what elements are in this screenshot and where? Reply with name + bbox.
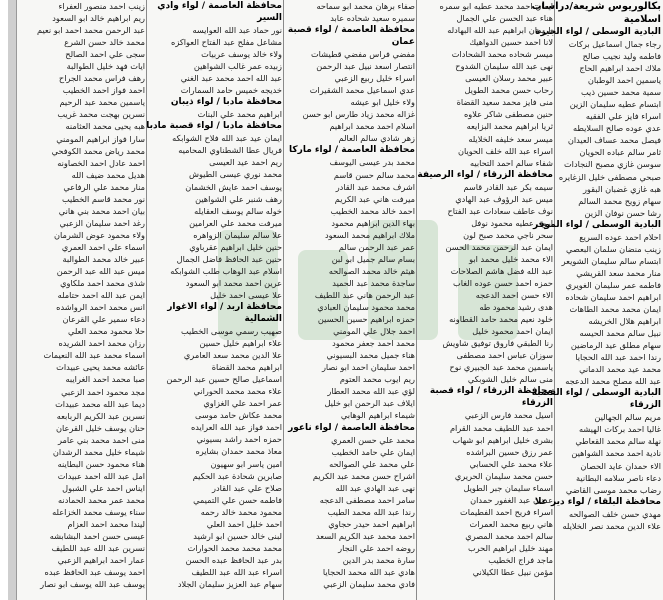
name-entry: صبا محمد احمد الغرايبه bbox=[65, 374, 145, 385]
name-entry: محمد بدر عيسى اليوسف bbox=[329, 157, 415, 168]
column-rule bbox=[416, 0, 417, 600]
name-entry: منى سالم خليل الشوبكي bbox=[467, 374, 553, 385]
name-entry: اسراء عبد الله خلف الحويان bbox=[457, 145, 553, 156]
name-entry: رهف فراس محمد الجراح bbox=[58, 73, 145, 84]
name-entry: سمية محمد حسين ذيب bbox=[581, 87, 661, 98]
name-entry: حنان يوسف خليل القرعان bbox=[56, 422, 145, 433]
name-entry: حمزه احمد حسن عوده الغاب bbox=[453, 278, 553, 289]
name-entry: عمر احمد علي الغزاوي bbox=[203, 398, 282, 409]
name-entry: عبد الرحمن هاني عبد اللطيف bbox=[314, 289, 415, 300]
name-entry: محمد محمد محمد الحوارات bbox=[187, 542, 282, 553]
name-entry: غزاله محمد زياد طارس ابو حسن bbox=[302, 109, 415, 120]
name-entry: خديجه خميس حامد السمارات bbox=[180, 85, 282, 96]
name-entry: عبد الله مصلح محمد الدعجه bbox=[565, 376, 661, 387]
name-entry: نادية احمد محمد الشواهين bbox=[571, 448, 661, 459]
name-entry: علاء الدين محمد نصر الخلايله bbox=[562, 520, 661, 531]
name-entry: احمد يوسف عبد الحافظ عبده bbox=[44, 567, 145, 578]
name-entry: ملاك ابراهيم محمد السعود bbox=[324, 229, 415, 240]
name-entry: حسن محمد سليمان الحريري bbox=[454, 470, 553, 481]
name-entry: فادي محمد سليمان الزعبي bbox=[323, 579, 415, 590]
name-entry: عمر رزق حسين البراشده bbox=[466, 446, 553, 457]
name-entry: عبير خالد محمد الطوالبة bbox=[62, 253, 145, 264]
name-entry: عبير محمد رسلان العيسى bbox=[465, 73, 553, 84]
name-entry: فريال عطا الشطناوي المحاميه bbox=[178, 145, 282, 156]
name-entry: علا الدين محمد سعد العامري bbox=[183, 350, 282, 361]
name-entry: عرين احمد محمد ابو السعود bbox=[185, 277, 282, 288]
name-entry: ميسر شحاده محمد الشحادات bbox=[451, 49, 553, 60]
name-entry: شذى محمد احمد ملكاوي bbox=[60, 278, 145, 289]
name-entry: ديما عبد الله محمد عبيدات bbox=[55, 398, 145, 409]
name-entry: محمود محمد خالد رحمه bbox=[200, 506, 282, 517]
name-entry: ايمان علي حامد الخطيب bbox=[331, 446, 415, 457]
name-entry: سيمه بكر عبد القادر قاسم bbox=[463, 181, 553, 192]
section-heading: الزرقاء bbox=[521, 398, 553, 409]
name-entry: رنا الطبقي فاروق توفيق شاويش bbox=[442, 338, 553, 349]
name-entry: سوسن غازي مصبح النجادات bbox=[563, 159, 661, 170]
name-entry: فاطمه حسن علي التميمي bbox=[193, 494, 282, 505]
name-entry: عمر عبد الرحمن سالم bbox=[338, 241, 415, 252]
name-entry: علاء ابراهيم خليل حسين bbox=[199, 338, 282, 349]
name-entry: محمد خالد حسن الشرع bbox=[64, 37, 145, 48]
name-entry: سناء يوسف محمد الخزاعله bbox=[52, 506, 145, 517]
name-entry: رحاب حسن محمد الطويل bbox=[464, 85, 553, 96]
section-heading: محافظة الزرقاء / لواء قصبة bbox=[429, 386, 553, 397]
name-entry: محمد نوري عيسى الطيوش bbox=[188, 169, 282, 180]
name-entry: لبنى خالد حسين ابو ارشيد bbox=[193, 530, 282, 541]
name-entry: ياسمين محمد عبد الجبيري نوح bbox=[449, 362, 553, 373]
name-entry: سحر ناجي محمد صبح لون bbox=[463, 229, 553, 240]
name-entry: رزان محمد احمد الشريده bbox=[58, 338, 145, 349]
name-entry: لؤي عبد الله محمد العطار bbox=[327, 386, 415, 397]
section-heading: محافظة العاصمة / لواء قصبة bbox=[287, 25, 415, 36]
name-entry: ايمن عبد الله احمد حتامله bbox=[57, 290, 145, 301]
name-entry: منار محمد علي الرفاعي bbox=[63, 181, 145, 192]
name-entry: يوسف احمد عايش الخشمان bbox=[185, 181, 282, 192]
name-entry: حمزه ابراهيم حسين الحسين bbox=[317, 314, 415, 325]
name-entry: عدنان عبد الغفور حمدان bbox=[470, 494, 553, 505]
section-heading: محافظة البلقاء / لواء دير علا bbox=[534, 496, 661, 507]
name-entry: ياسمين احمد الوطبان bbox=[587, 75, 661, 86]
name-entry: صلاح علي عبد القادر bbox=[211, 482, 282, 493]
name-entry: عدي عوده صالح السلايطه bbox=[572, 123, 661, 134]
column-4 bbox=[148, 0, 282, 600]
name-entry: علا سالم سليمان الزواهره bbox=[193, 229, 282, 240]
name-entry: اروى عطيه محمود نوفل bbox=[471, 217, 553, 228]
name-entry: صفاء برهان محمد ابو سماحه bbox=[316, 1, 415, 11]
name-entry: محمد سالم حسن قاسم bbox=[333, 169, 415, 180]
name-entry: لانا احمد حسين الدواهيك bbox=[469, 37, 553, 48]
name-entry: علاء محمد علي الحسابي bbox=[469, 458, 553, 469]
name-entry: حنين خليل ابراهيم عقرباوي bbox=[189, 241, 282, 252]
name-entry: سارة محمد بدر الدين bbox=[342, 554, 415, 565]
name-entry: ريم ابراهيم خالد ابو السعود bbox=[52, 13, 145, 24]
name-entry: ايمان احمد محمد عطيه ابو سمره bbox=[439, 1, 553, 11]
name-entry: ايمان محمد محمد الطاهات bbox=[569, 303, 661, 314]
name-entry: احمد عبد اللطيف محمد القرام bbox=[449, 422, 553, 433]
name-entry: سهام عبد العزيز سليمان الجلاد bbox=[177, 578, 282, 589]
name-entry: احلام احمد عوده السريع bbox=[579, 231, 661, 242]
name-entry: خلود نعيم محمد حامد القطاونه bbox=[449, 314, 553, 325]
name-entry: هبه غازي غضبان البقور bbox=[582, 183, 661, 194]
name-entry: اسراء فريح احمد الفطيمات bbox=[460, 506, 553, 517]
name-entry: صابرين شحادة عبد الحكيم bbox=[192, 470, 282, 481]
section-heading: البادية الوسطى / لواء الجيزة bbox=[535, 27, 661, 37]
name-entry: سميره سعيد شحاده عابد bbox=[330, 13, 415, 24]
name-entry: نور محمد قاسم الخطيب bbox=[62, 193, 145, 204]
name-entry: محمد علي حسن العمري bbox=[331, 434, 415, 445]
name-entry: شيماء ابراهيم الوهابي bbox=[340, 410, 415, 421]
name-entry: رضاب محمد موسى القاضي bbox=[565, 484, 661, 495]
section-heading: محافظة العاصمة / لواء ناعور bbox=[288, 422, 415, 433]
name-entry: زبيده عمر غالب الشواهين bbox=[193, 61, 282, 72]
name-entry: سجى علي احمد الصالح bbox=[65, 49, 145, 60]
name-entry: اسراء خليل ربيع الزعبي bbox=[334, 73, 415, 84]
name-entry: اسلام عبد الوهاب طلب الشوابكه bbox=[170, 265, 282, 276]
name-entry: صبحي مصطفى خليل الزغايره bbox=[558, 171, 661, 182]
name-entry: خوله سالم يوسف العقايله bbox=[194, 205, 282, 216]
name-entry: منى احمد محمد بني عامر bbox=[57, 434, 145, 445]
section-heading: اسلامية bbox=[623, 14, 661, 25]
name-entry: نسرين بهجت محمد غريب bbox=[57, 109, 145, 120]
name-entry: اسماء علي احمد العمري bbox=[61, 241, 145, 252]
name-entry: اشرف محمد عبد القادر bbox=[335, 181, 415, 192]
name-entry: نسرين عبد الكريم الربابعه bbox=[56, 410, 145, 421]
name-entry: احمد سليمان احمد ابو نصار bbox=[321, 362, 415, 373]
name-entry: هناء جميل محمد البسيوني bbox=[326, 350, 415, 361]
name-entry: حمزه احمد راشد بسيوني bbox=[196, 434, 282, 445]
name-entry: ثريا ابراهيم محمد البزايعه bbox=[466, 121, 553, 132]
name-entry: نهى عبد الله سليمان الشدوح bbox=[455, 61, 553, 72]
name-entry: ثامر سالم عباده الحويان bbox=[579, 147, 661, 158]
name-entry: منار محمد سعد القريشي bbox=[576, 267, 661, 278]
name-entry: ايات فهد خليل الطوالبة bbox=[66, 61, 145, 72]
name-entry: احمد عادل احمد الخصاونه bbox=[57, 157, 145, 168]
section-heading: محافظة الزرقاء / لواء الرصيفة bbox=[417, 169, 553, 180]
name-entry: روضه احمد علي النجار bbox=[338, 542, 415, 553]
name-entry: هديل محمد ضيف الله bbox=[71, 169, 145, 180]
name-entry: بهاء الدين ابراهيم محمود bbox=[331, 217, 415, 228]
section-heading: محافظة العاصمة / لواء وادي bbox=[157, 1, 282, 11]
name-entry: ساجدة محمد عبد الحميد bbox=[332, 277, 415, 288]
name-entry: زينب منضان سلمان البعصي bbox=[566, 243, 661, 254]
name-entry: منى فايز محمد سعيد القضاة bbox=[456, 97, 553, 108]
name-entry: ميرفت هاني عبد الكريم bbox=[334, 193, 415, 204]
name-entry: اسلام احمد محمد ابراهيم bbox=[329, 121, 415, 132]
name-entry: احمد فواز عبد الله العرايده bbox=[190, 422, 282, 433]
name-entry: محمد احمد جعفر محمود bbox=[332, 338, 415, 349]
name-entry: زينب احمد منصور العفراء bbox=[58, 1, 145, 11]
column-rule bbox=[283, 0, 284, 600]
name-entry: احمد خالد محمد الخطيب bbox=[330, 205, 415, 216]
section-heading: الشمالية bbox=[244, 313, 282, 324]
name-entry: صهيب رسمي موسى الخطيب bbox=[181, 325, 282, 336]
name-entry: ولاء خليل ابو عيشه bbox=[350, 97, 415, 108]
name-entry: نهلة سالم محمد القعاطي bbox=[575, 436, 661, 447]
name-entry: الاء حسن احمد الدعجه bbox=[475, 290, 553, 301]
name-entry: محمد عمر محمد الحمادنه bbox=[58, 494, 145, 505]
name-entry: بدر عبد الحافظ عبده الحسن bbox=[185, 554, 282, 565]
section-heading: الزرقاء bbox=[629, 400, 661, 411]
name-entry: هاني ربيع محمد العمرات bbox=[469, 518, 553, 529]
name-entry: ابتسام سالم سليمان الشويعر bbox=[561, 255, 661, 266]
name-entry: غاليا احمد بركات الهيشه bbox=[578, 424, 661, 435]
name-entry: عائشه محمد يحيى عبيدات bbox=[56, 362, 145, 373]
name-entry: ايلاف عبد الرحمن ابو خليل bbox=[324, 398, 415, 409]
name-entry: فاطمه عمر سليمان الغويري bbox=[565, 279, 661, 290]
section-heading: البادية الوسطى / لواء الموقر bbox=[533, 219, 661, 230]
name-entry: هبه يحيى محمد العثامنه bbox=[65, 121, 145, 132]
newspaper-page bbox=[8, 0, 663, 600]
name-entry: امل عبد الله احمد عبيدات bbox=[57, 470, 145, 481]
name-entry: ريم ايوب محمد العتوم bbox=[339, 374, 415, 385]
name-entry: رندا عبد الله محمد الطيب bbox=[327, 506, 415, 517]
name-entry: سوزان عباس احمد مصطفى bbox=[456, 350, 553, 361]
name-entry: هادي عبد الله محمد الحجايا bbox=[322, 567, 415, 578]
name-entry: نوف عاطف سعادات عبد الفتاح bbox=[447, 205, 553, 216]
section-heading: محافظة مادبا / لواء قصبة مادبا bbox=[146, 121, 282, 132]
name-entry: يوسف عبد الله يوسف ابو نصار bbox=[40, 579, 145, 590]
name-entry: ملاك احمد ابراهيم الحاج bbox=[579, 63, 661, 74]
name-entry: ميرفت محمد علي العرامين bbox=[189, 217, 282, 228]
name-entry: رشا حسن نوفان الزين bbox=[584, 207, 661, 218]
name-entry: هدى رشيد محمود طه bbox=[479, 302, 553, 313]
name-entry: بسام سالم جميل ابو لبن bbox=[331, 253, 415, 264]
name-entry: سامر احمد مصطفى الدعجه bbox=[319, 494, 415, 505]
name-entry: عبد الله احمد محمد عبد الغني bbox=[180, 73, 282, 84]
section-heading: عمان bbox=[391, 37, 415, 48]
section-heading: محافظة اربد / لواء الاغوار bbox=[167, 301, 282, 312]
column-1 bbox=[531, 0, 661, 600]
name-entry: ريم احمد عيد العيسى bbox=[209, 157, 282, 168]
name-entry: الاء محمد خليل محمد ابو bbox=[469, 253, 553, 264]
name-entry: سالم احمد محمد المصري bbox=[465, 530, 553, 541]
name-entry: حنين عبد الحافظ فاضل الجمال bbox=[176, 253, 282, 264]
name-entry: انتصار اسعد نبيل عبد الرحمن bbox=[316, 61, 415, 72]
name-entry: هناء عبد الحسن علي الجمال bbox=[456, 13, 553, 24]
name-entry: ميسر سعد خليفه الخلايله bbox=[468, 133, 553, 144]
name-entry: محمد عيد محمد الدماني bbox=[579, 364, 661, 375]
column-5 bbox=[10, 0, 145, 600]
name-entry: محمد رياض محمد الكوفحي bbox=[51, 145, 145, 156]
name-entry: انس محمد احمد الرواشده bbox=[56, 302, 145, 313]
name-entry: سارا فواز ابراهيم المومني bbox=[56, 133, 145, 144]
name-entry: امين ياسر ابو سهيون bbox=[210, 458, 282, 469]
name-entry: اسماء سليمان جبر الطويل bbox=[463, 482, 553, 493]
name-entry: دعاء ناصر سلامه البطانية bbox=[575, 472, 661, 483]
name-entry: ابراهيم احمد حيدر حجاوي bbox=[328, 518, 415, 529]
name-entry: ايمان احمد محمود خليل bbox=[472, 326, 553, 337]
name-entry: هناء محمود حسن البطاينه bbox=[57, 458, 145, 469]
name-entry: علا عيسى احمد خليل bbox=[210, 289, 282, 300]
name-entry: ايمان عيد عبد الله فلاح الشوابكه bbox=[172, 133, 282, 144]
section-heading: السير bbox=[257, 13, 282, 23]
section-heading: محافظة مادبا / لواء ذيبان bbox=[170, 97, 282, 108]
column-rule bbox=[554, 0, 555, 600]
section-heading: بكالوريوس شريعة/دراسات bbox=[531, 1, 661, 12]
name-entry: ولاء خالد يوسف عربيات bbox=[201, 49, 282, 60]
name-entry: رجاء جمال اسماعيل بركات bbox=[568, 39, 661, 49]
name-entry: نهى عبد الهادي عبد الله bbox=[335, 482, 415, 493]
name-entry: رهف شنبر علي الشواهين bbox=[195, 193, 282, 204]
name-entry: ياسمين محمد عبد الرحيم bbox=[59, 97, 145, 108]
name-entry: مريم سالم الجهالين bbox=[594, 412, 661, 423]
name-entry: مهدي حسن خلف الصوالحه bbox=[568, 508, 661, 519]
name-entry: ابراهيم هلال الخريشه bbox=[588, 316, 661, 327]
name-entry: عمار احمد ابراهيم الزعبي bbox=[57, 555, 145, 566]
name-entry: دعاء سمير علي القرعان bbox=[62, 314, 145, 325]
name-entry: نبيل سالم محمد الحيسه bbox=[579, 328, 661, 339]
name-entry: زهر شادي سالم العالم bbox=[338, 133, 415, 144]
name-entry: علي محمد علي الصوالحه bbox=[329, 458, 415, 469]
name-entry: معاذ محمد حمدان بشايره bbox=[195, 446, 282, 457]
name-entry: اسماعيل صالح حسين عبد الرحمن bbox=[166, 374, 282, 385]
name-entry: حلا محمود محمد العلي bbox=[68, 326, 145, 337]
name-entry: شفاء سالم احمد التحابيه bbox=[470, 157, 553, 168]
name-entry: حنين مصطفى شاكر علاوه bbox=[464, 109, 553, 120]
name-entry: اسماء محمد عبد الله النعيمات bbox=[43, 350, 145, 361]
name-entry: عيسى حسن احمد البشابشه bbox=[49, 531, 145, 542]
name-entry: علاء محمد محمد الحوراني bbox=[193, 386, 282, 397]
column-rule bbox=[146, 0, 147, 600]
name-entry: اسراء عبد الله عبد اللطيف bbox=[191, 566, 282, 577]
name-entry: ولاء محمود عوض الشرمان bbox=[53, 229, 145, 240]
name-entry: سهام زويح محمد السالم bbox=[578, 195, 661, 206]
name-entry: بشرى خليل ابراهيم ابو شهاب bbox=[452, 434, 553, 445]
name-entry: احمد خليل احمد العلي bbox=[206, 518, 282, 529]
name-entry: ميس عبد الرؤوف عبد الهادي bbox=[455, 193, 553, 204]
name-entry: عبد الله فضل هاشم الصلاحات bbox=[450, 265, 553, 276]
name-entry: رندا احمد عبد الله الحجايا bbox=[575, 352, 661, 363]
name-entry: ابراهيم محمد علي البنات bbox=[197, 109, 282, 120]
name-entry: ماجد فراج الخطيب bbox=[488, 555, 553, 566]
name-entry: نور حماد عبد الله العوايسه bbox=[192, 25, 282, 35]
name-entry: احمد جلال علي المومني bbox=[333, 326, 415, 337]
name-entry: فيصل محمد عساف العيدان bbox=[567, 135, 661, 146]
name-entry: بيان احمد محمد بني هاني bbox=[58, 205, 145, 216]
name-entry: مؤمن نبيل عطا الكيلاني bbox=[472, 567, 553, 578]
name-entry: مجد محمود احمد الزعبي bbox=[61, 386, 145, 397]
name-entry: ابتسام عطيه سليمان الزين bbox=[569, 99, 661, 110]
name-entry: محمد عكاش حامد موسى bbox=[195, 410, 282, 421]
name-entry: مهند خليل ابراهيم الحرب bbox=[467, 542, 553, 553]
name-entry: ناريمان ابراهيم عبد الله البهادله bbox=[447, 25, 553, 36]
name-entry: محمد محمود سليمان العبادي bbox=[317, 302, 415, 313]
name-entry: نسرين عبد الله عبد اللطيف bbox=[51, 543, 145, 554]
name-entry: فاطمه وليد نجيب صالح bbox=[582, 51, 661, 62]
name-entry: ايناس احمد علي الشبول bbox=[62, 482, 145, 493]
name-entry: مشاعل مفلح عبد الفتاح العواكزه bbox=[171, 37, 282, 48]
name-entry: اسراء فايز علي الفقيه bbox=[585, 111, 661, 122]
name-entry: ابراهيم محمد القضاة bbox=[211, 362, 282, 373]
name-entry: شيماء خليل محمد الرشدان bbox=[52, 446, 145, 457]
name-entry: ابراهيم احمد سليمان شحاده bbox=[565, 291, 661, 302]
name-entry: ميس عبد الله عبد الرحمن bbox=[56, 266, 145, 277]
name-entry: سهام مطلق عيد الرماضين bbox=[570, 340, 661, 351]
name-entry: اسيل محمد فارس الزعبي bbox=[464, 410, 553, 421]
name-entry: احمد فواز احمد الخطيب bbox=[62, 85, 145, 96]
name-entry: عبد الرحمن محمد احمد ابو نعيم bbox=[37, 25, 145, 36]
name-entry: رغد احمد سليمان الزعبي bbox=[59, 217, 145, 228]
column-2 bbox=[418, 0, 553, 600]
column-3 bbox=[285, 0, 415, 600]
name-entry: عدي اسماعيل محمد الشقيرات bbox=[309, 85, 415, 96]
name-entry: ليندا محمد احمد العزام bbox=[67, 519, 145, 530]
name-entry: احمد محمد عبد الكريم السعد bbox=[316, 530, 415, 541]
section-heading: محافظة العاصمة / لواء ماركا bbox=[289, 145, 415, 156]
name-entry: الاء حمدان عايد الحصان bbox=[580, 460, 661, 471]
name-entry: مفضي فراس مفضي قطيشات bbox=[310, 49, 415, 60]
name-entry: ايمان عبد الرحمن محمد الحسن bbox=[445, 241, 553, 252]
name-entry: اشراح حسن محمد عبد الكريم bbox=[312, 470, 415, 481]
name-entry: هيثم خالد محمد الصوالحه bbox=[328, 265, 415, 276]
section-heading: البادية الوسطى / لواء القصبة bbox=[531, 388, 661, 399]
